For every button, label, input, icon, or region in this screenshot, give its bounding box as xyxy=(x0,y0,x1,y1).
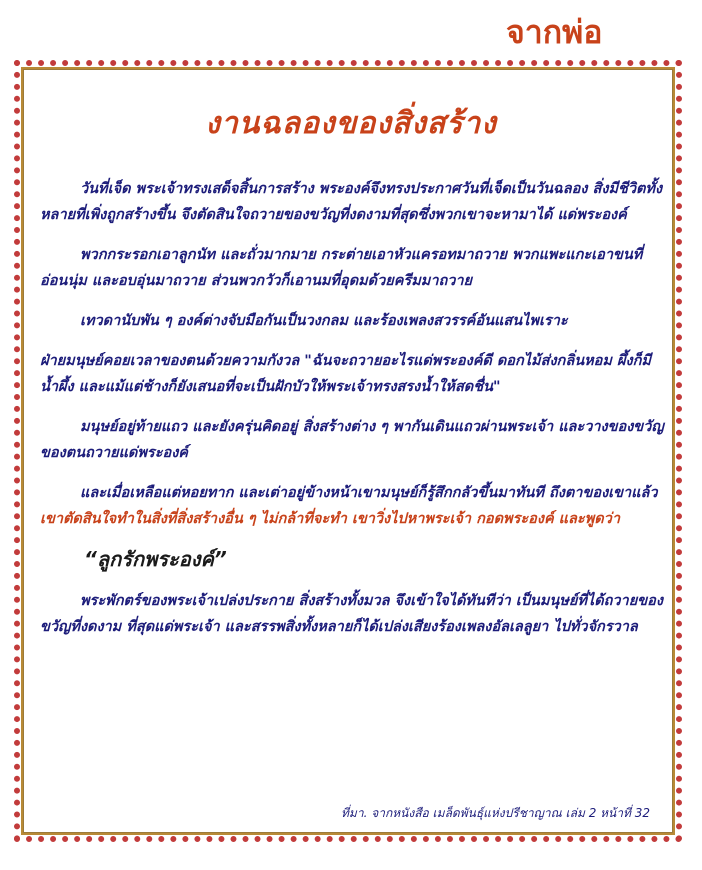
story-title: งานฉลองของสิ่งสร้าง xyxy=(205,106,497,141)
paragraph xyxy=(40,480,666,532)
header-title: จากพ่อ xyxy=(506,13,603,51)
quote: “ลูกรักพระองค์” xyxy=(84,547,227,571)
paragraph: วันที่เจ็ด พระเจ้าทรงเสด็จสิ้นการสร้าง พระองค์จึงทรงประกาศวันที่เจ็ดเป็นวันฉลอง สิ่งมีชีวิตทั้งหลายที่เพิ่งถูกสร้างขึ้น จึงตัดสินใจถวายของขวัญที่งดงามที่สุดซึ่งพวกเขาจะหามาได้ แด่พระองค์ xyxy=(40,181,663,223)
paragraph: ฝ่ายมนุษย์คอยเวลาของตนด้วยความกังวล "ฉันจะถวายอะไรแด่พระองค์ดี ดอกไม้ส่งกลิ่นหอม ผึ้งก็มีน้ำผึ้ง และแม้แต่ช้างก็ยังเสนอที่จะเป็นฝักบัวให้พระเจ้าทรงสรงน้ำให้สดชื่น" xyxy=(40,353,651,395)
source-citation: ที่มา. จากหนังสือ เมล็ดพันธุ์แห่งปรีชาญาณ เล่ม 2 หน้าที่ 32 xyxy=(341,806,650,820)
story-body xyxy=(40,176,666,654)
paragraph: มนุษย์อยู่ท้ายแถว และยังครุ่นคิดอยู่ สิ่งสร้างต่าง ๆ พากันเดินแถวผ่านพระเจ้า และวางของขวัญของตนถวายแด่พระองค์ xyxy=(40,419,664,461)
paragraph: พระพักตร์ของพระเจ้าเปล่งประกาย สิ่งสร้างทั้งมวล จึงเข้าใจได้ทันทีว่า เป็นมนุษย์ที่ได้ถวายของขวัญที่งดงาม ที่สุดแด่พระเจ้า และสรรพสิ่งทั้งหลายก็ได้เปล่งเสียงร้องเพลงอัลเลลูยา ไปทั่วจักรวาล xyxy=(40,593,663,635)
paragraph: เทวดานับพัน ๆ องค์ต่างจับมือกันเป็นวงกลม และร้องเพลงสวรรค์อันแสนไพเราะ xyxy=(80,313,568,329)
paragraph: พวกกระรอกเอาลูกนัท และถั่วมากมาย กระต่ายเอาหัวแครอทมาถวาย พวกแพะแกะเอาขนที่อ่อนนุ่ม และอบอุ่นมาถวาย ส่วนพวกวัวก็เอานมที่อุดมด้วยครีมมาถวาย xyxy=(40,247,643,289)
highlighted-text: เขาตัดสินใจทำในสิ่งที่สิ่งสร้างอื่น ๆ ไม่กล้าที่จะทำ เขาวิ่งไปหาพระเจ้า กอดพระองค์ และพูดว่า xyxy=(40,511,620,527)
paragraph-text: และเมื่อเหลือแต่หอยทาก และเต่าอยู่ข้างหน้าเขามนุษย์ก็รู้สึกกลัวขึ้นมาทันที ถึงตาของเขาแล้ว xyxy=(80,485,658,501)
